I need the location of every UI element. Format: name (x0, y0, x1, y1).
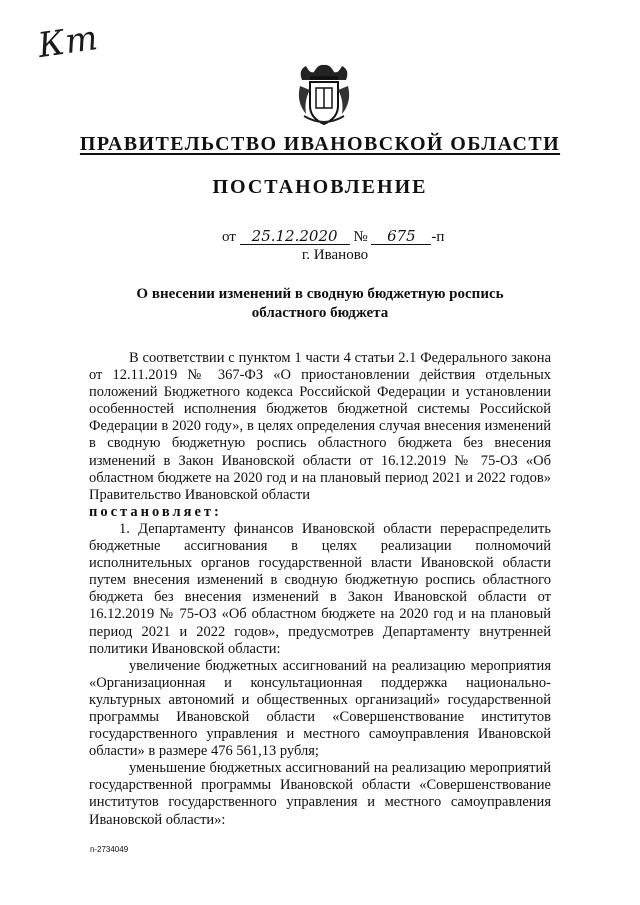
paragraph-decrease: уменьшение бюджетных ассигнований на реализацию мероприятий государственной программы Ивановской области «Совершенствование институтов государственного управления и местного самоуправления Ивановской области»: (89, 760, 551, 828)
paragraph-preamble: В соответствии с пунктом 1 части 4 статьи 2.1 Федерального закона от 12.11.2019 № 367-ФЗ «О приостановлении действия отдельных положений Бюджетного кодекса Российской Федерации и установлении особенностей исполнения бюджетов бюджетной системы Российской Федерации в 2020 году», в целях определения случая внесения изменений в сводную бюджетную роспись областного бюджета без внесения изменений в Закон Ивановской области от 16.12.2019 № 75-ОЗ «Об областном бюджете на 2020 год и на плановый период 2021 и 2022 годов» Правительство Ивановской области (89, 350, 551, 503)
city: г. Иваново (301, 247, 369, 263)
handwritten-mark: Кт (35, 17, 102, 67)
document-body (89, 350, 551, 829)
government-title: ПРАВИТЕЛЬСТВО ИВАНОВСКОЙ ОБЛАСТИ (79, 133, 561, 155)
footer-code: п-2734049 (90, 845, 129, 854)
number-suffix: -п (431, 229, 445, 245)
document-number: 675 (371, 228, 431, 245)
decree-word: постановляет: (89, 503, 222, 520)
document-subject: О внесении изменений в сводную бюджетную роспись областного бюджета (136, 286, 504, 321)
coat-of-arms-icon (296, 62, 352, 128)
paragraph-increase: увеличение бюджетных ассигнований на реализацию мероприятия «Организационная и консультационная поддержка национально-культурных автономий и общественных организаций» государственной программы Ивановской области «Совершенствование институтов государственного управления и местного самоуправления Ивановской области» в размере 476 561,13 рубля; (89, 657, 551, 760)
date-line (222, 228, 444, 246)
from-label: от (222, 229, 236, 245)
paragraph-item-1: 1. Департаменту финансов Ивановской области перераспределить бюджетные ассигнования в целях реализации полномочий исполнительных органов государственной власти Ивановской области путем внесения изменений в сводную бюджетную роспись областного бюджета без внесения изменений в Закон Ивановской области от 16.12.2019 № 75-ОЗ «Об областном бюджете на 2020 год и на плановый период 2021 и 2022 годов», предусмотрев Департаменту внутренней политики Ивановской области: (89, 520, 551, 657)
document-date: 25.12.2020 (240, 228, 350, 245)
number-label: № (353, 229, 368, 245)
document-type: ПОСТАНОВЛЕНИЕ (212, 176, 428, 198)
